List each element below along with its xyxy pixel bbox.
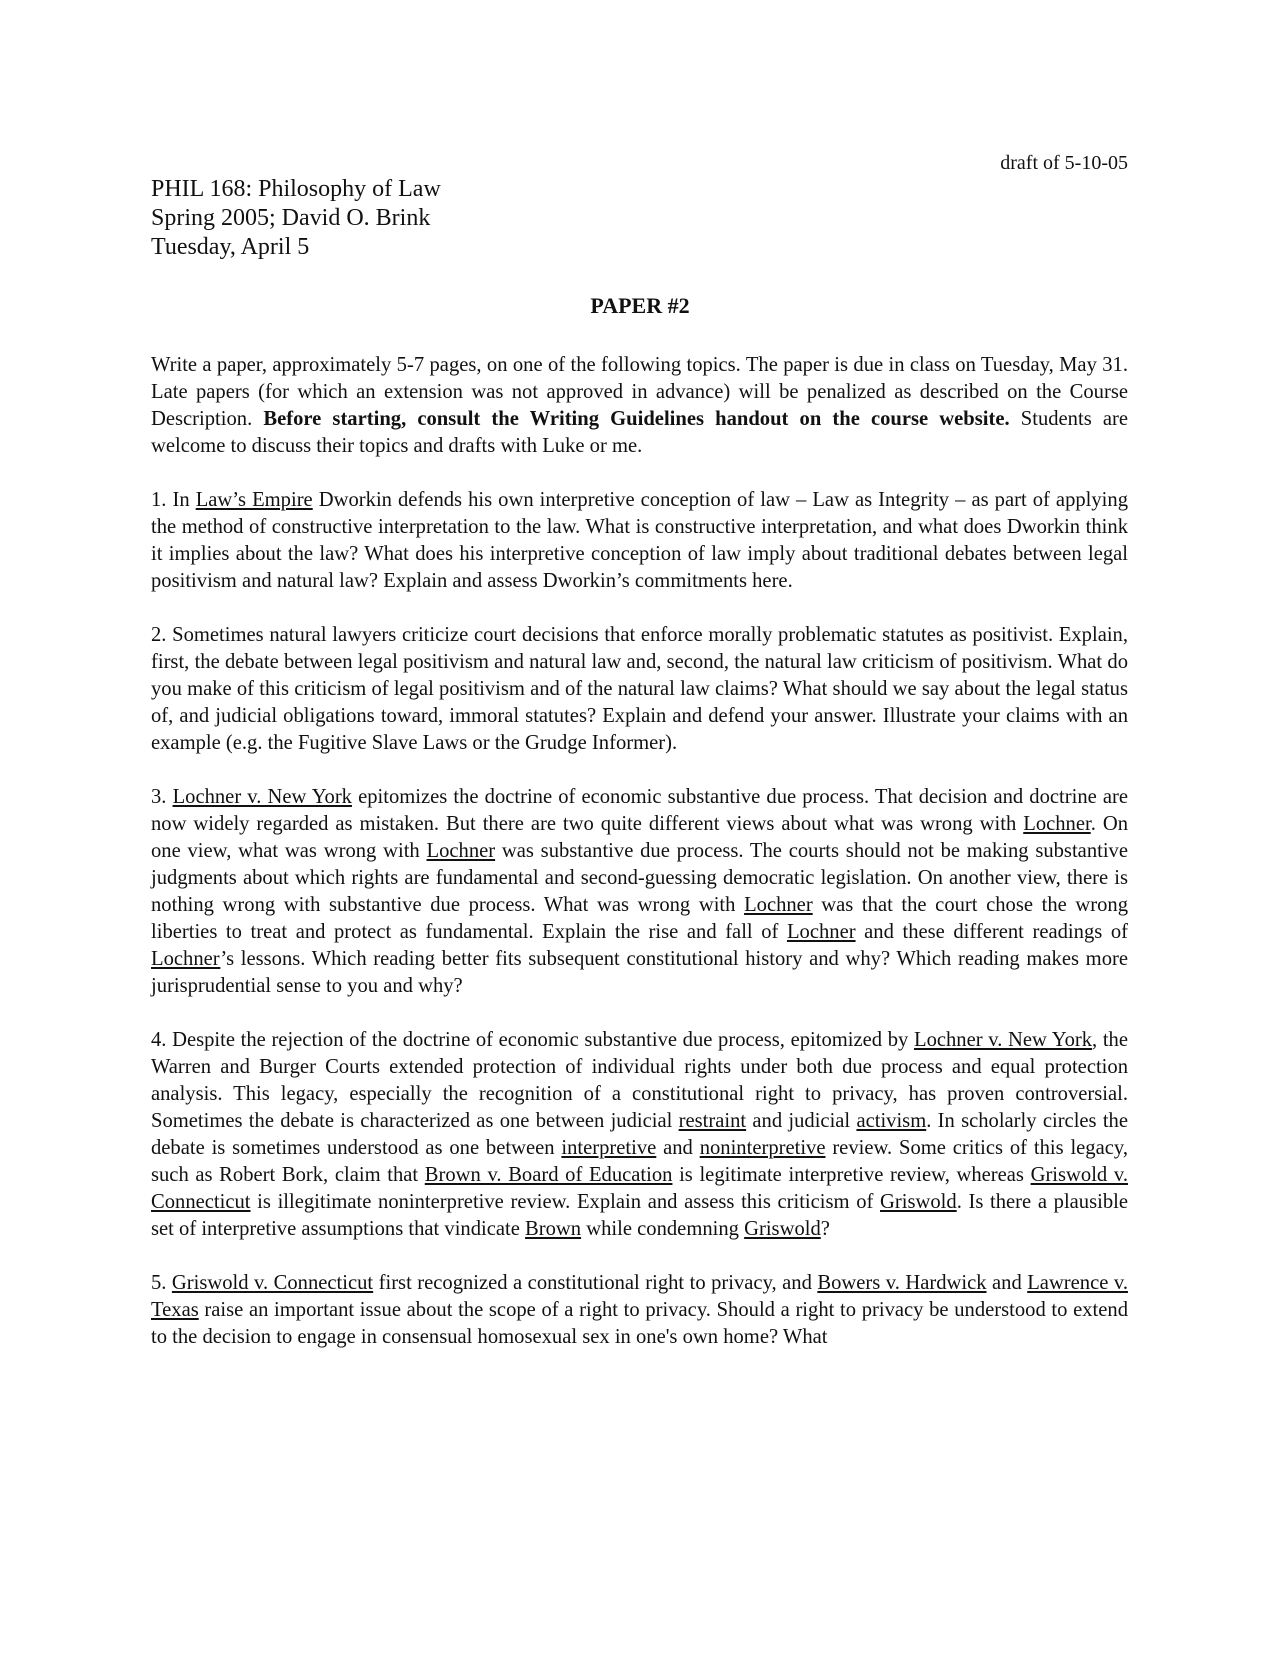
topic-text: 5. (151, 1272, 172, 1294)
header-date: Tuesday, April 5 (151, 234, 310, 260)
topic-text: was substantive due process. The courts should not be making substantive judgments about which rights are fundamental and second-guessing democratic legislation. On another view, there is nothing wrong with substantive due process. What was wrong with (151, 840, 1128, 916)
topic-text: 3. (151, 786, 173, 808)
case-title: Griswold (744, 1218, 821, 1240)
course-name: PHIL 168: Philosophy of Law (151, 176, 441, 202)
case-title: Lochner (1023, 813, 1091, 835)
intro-bold-instruction: Before starting, consult the Writing Guidelines handout on the course website. (263, 408, 1010, 430)
draft-note: draft of 5-10-05 (1000, 152, 1128, 174)
emphasis-term: restraint (678, 1110, 747, 1132)
topic-text: and (656, 1137, 700, 1159)
intro-paragraph (151, 352, 1128, 460)
course-header (151, 175, 441, 262)
case-title: Law’s Empire (195, 489, 313, 511)
topic-2 (151, 622, 1128, 757)
topic-text: is illegitimate noninterpretive review. Explain and assess this criticism of (250, 1191, 881, 1213)
case-title: Lochner v. New York (913, 1029, 1093, 1051)
term-instructor: Spring 2005; David O. Brink (151, 205, 431, 231)
case-title: Bowers v. Hardwick (817, 1272, 987, 1294)
case-title: Griswold v. Connecticut (171, 1272, 374, 1294)
intro-text: Students are welcome to discuss their topics and drafts with Luke or me. (151, 408, 1128, 457)
topic-text: . On one view, what was wrong with (151, 813, 1128, 862)
case-title: Brown v. Board of Education (424, 1164, 673, 1186)
intro-text: Write a paper, approximately 5-7 pages, on one of the following topics. The paper is due in class on Tuesday, May 31. Late papers (for which an extension was not approved in advance) will be penalized as described on the Course Description. (151, 354, 1128, 430)
topic-5 (151, 1270, 1128, 1351)
topic-text: 2. Sometimes natural lawyers criticize court decisions that enforce morally problematic statutes as positivist. Explain, first, the debate between legal positivism and natural law and, second, the natural law criticism of positivism. What do you make of this criticism of legal positivism and of the natural law claims? What should we say about the legal status of, and judicial obligations toward, immoral statutes? Explain and defend your answer. Illustrate your claims with an example (e.g. the Fugitive Slave Laws or the Grudge Informer). (151, 624, 1128, 754)
topic-4 (151, 1027, 1128, 1243)
topic-text: was that the court chose the wrong liberties to treat and protect as fundamental. Explain the rise and fall of (151, 894, 1128, 943)
topic-text: raise an important issue about the scope of a right to privacy. Should a right to privacy be understood to extend to the decision to engage in consensual homosexual sex in one's own home? What (151, 1299, 1128, 1348)
case-title: Lochner v. New York (172, 786, 352, 808)
case-title: Lochner (786, 921, 856, 943)
topic-text: epitomizes the doctrine of economic substantive due process. That decision and doctrine are now widely regarded as mistaken. But there are two quite different views about what was wrong with (151, 786, 1128, 835)
topic-text: review. Some critics of this legacy, such as Robert Bork, claim that (151, 1137, 1128, 1186)
topic-text: and judicial (746, 1110, 857, 1132)
topic-text: . In scholarly circles the debate is sometimes understood as one between (151, 1110, 1128, 1159)
emphasis-term: interpretive (561, 1137, 657, 1159)
case-title: Brown (525, 1218, 582, 1240)
topic-text: and (986, 1272, 1028, 1294)
topic-text: first recognized a constitutional right to privacy, and (373, 1272, 818, 1294)
page-title: PAPER #2 (590, 293, 690, 318)
topic-text: while condemning (581, 1218, 745, 1240)
topic-text: , the Warren and Burger Courts extended protection of individual rights under both due process and equal protection analysis. This legacy, especially the recognition of a constitutional right to privacy, has proven controversial. Sometimes the debate is characterized as one between judicial (151, 1029, 1128, 1132)
topic-3 (151, 784, 1128, 1000)
emphasis-term: noninterpretive (699, 1137, 826, 1159)
topic-text: 4. Despite the rejection of the doctrine of economic substantive due process, epitomized by (151, 1029, 914, 1051)
topic-text: ’s lessons. Which reading better fits subsequent constitutional history and why? Which reading makes more jurisprudential sense to you and why? (151, 948, 1128, 997)
topic-text: 1. In (151, 489, 196, 511)
topic-text: . Is there a plausible set of interpretive assumptions that vindicate (151, 1191, 1128, 1240)
case-title: Lochner (744, 894, 813, 916)
case-title: Griswold v. Connecticut (151, 1164, 1128, 1213)
case-title: Griswold (880, 1191, 957, 1213)
emphasis-term: activism (856, 1110, 927, 1132)
case-title: Lochner (426, 840, 496, 862)
topic-text: Dworkin defends his own interpretive conception of law – Law as Integrity – as part of applying the method of constructive interpretation to the law. What is constructive interpretation, and what does Dworkin think it implies about the law? What does his interpretive conception of law imply about traditional debates between legal positivism and natural law? Explain and assess Dworkin’s commitments here. (151, 489, 1129, 592)
topic-text: is legitimate interpretive review, whereas (672, 1164, 1031, 1186)
case-title: Lawrence v. Texas (151, 1272, 1128, 1321)
document-body (151, 352, 1128, 1378)
topic-text: ? (820, 1218, 830, 1240)
topic-1 (151, 487, 1128, 595)
case-title: Lochner (151, 948, 221, 970)
topic-text: and these different readings of (855, 921, 1128, 943)
